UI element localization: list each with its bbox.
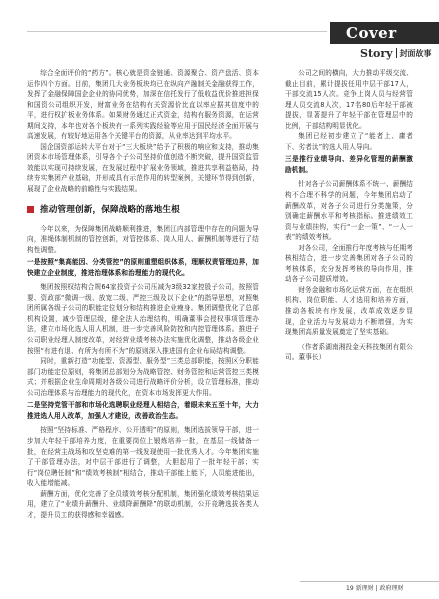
paragraph: 综合全面评价的“药方”。核心就是资金链通、资源聚合、资产盘活、资本运作四个方面。目前，集团几大业务板块均已在纵向产融制关金融获得工作，发挥了金融保障国企企业的协同优势，加深在信托发行了低收益优价推进担保和国资公司组织开发，财富业务在结构有关资源价比直以率应据其信度中的平，进行权扩板业务体系。如果财务通过正式资金，结构有服务资源，在运营期间支持，本年也对各个板块有一系列实践经验等应用于国民经济全面开展与高速发展，有较好地运用各个关键平台的资源，从业率达到平均水平。	[27, 69, 259, 141]
page-number: 19	[346, 585, 354, 592]
paragraph: 对各公司，全面推行年度考核与任期考核相结合，进一步完善集团对各子公司的考核体系，充分发挥考核的导向作用，推动各子公司提质增效。	[285, 243, 413, 284]
page-footer	[346, 584, 436, 594]
header-divider	[396, 48, 397, 58]
paragraph: 同时，重新打造“功能型、资源型、服务型”三类总部职能，按照区分职能部门功能定位原则，将集团总部划分为战略管控、财务管控和运营管控三类模式；并根据企业生命周期对各级公司进行战略评价分析，设立管理标准，推动公司治理体系与治理能力的现代化，在资本市场发挥更大作用。	[27, 357, 259, 397]
subheading: 二是坚持党管干部和市场化选聘职业经理人相结合，着眼未来五至十年，大力推进选人用人改革，加强人才建设，改善政治生态。	[27, 401, 259, 420]
paragraph: 财务金融和市场化运营方面，在在组织机构、岗位职能、人才选用和培养方面，推动各板块有序发展，改革成效逐步显现，企业活力与发展动力不断增强，为实现集团高质量发展奠定了坚实基础。	[285, 285, 413, 337]
paragraph: 今年以来，为保障集团战略顺利推进，集团江内部管理中存在的问题为导向，准绳体制机制的管控创新，对管控体系、岗人用人、薪酬机制等进行了结构性调整。	[27, 224, 259, 254]
red-square-icon	[27, 206, 34, 213]
edition-name: 政府理财	[379, 585, 404, 592]
footer-separator: |	[375, 585, 378, 592]
header-sub-cn: 封面故事	[399, 48, 432, 58]
paragraph: 针对各子公司薪酬体系不统一、薪酬结构不合理不科学的问题，今年集团启动了薪酬改革，对各子公司进行分类施策，分别确定薪酬水平和考核指标。推进绩效工资与业绩挂钩，实行“一企一策”、“一人一表”的绩效考核。	[285, 180, 413, 242]
paragraph: 集团已经初步建立了“能者上、庸者下、劣者汰”的选人用人导向。	[285, 132, 413, 151]
header-rule	[27, 31, 327, 32]
paragraph: 集团按照权结构合规64家投资子公司压减为3级32家控股子公司，按照管要、资政部“微调一级、放宽二级、严控三级及以下企业”的指导思想，对照集团所属各级子公司的职能定位划分和结构推进企业瘦身。集团调整优化了总部机构设置，减少管理层级，健全法人治理结构，明确董事会授权事项管理办法，建立市场化选人用人机制，进一步完善风险防控和内控管理体系。推进子公司职业经理人制度改革，对经营业绩考核办法实施优化调整，推动各级企业按照“有进有退、有所为有所不为”的原则深入推进国有企业布局结构调整。	[27, 283, 259, 355]
right-column	[285, 68, 413, 363]
paragraph: 公司之间的横向，大力推动平级交流、截止目前，累计提拔任用中层干部17人，干部交流15人次。竞争上岗人员与经营管理人员交流8人次，17名80后年轻干部被提拔，显著提升了年轻干部在管理层中的比例，干部结构明显优化。	[285, 69, 413, 130]
section-header-sub	[360, 45, 439, 61]
author-note: （作者系湖南湘投金天科技集团有限公司。董事长）	[285, 342, 413, 362]
paragraph: 国企国资部运转大平台对于“三大板块”给予了积极的响应和支持，推动集团资本市场管理体系，引导各个子公司坚持价值创造不断突破，提升国资监管效能以实现可持续发展，在发展过程中扩展业务领域，推进共享利益格局，持续夯实集团产业基础，并形成具有示范作用的转型案例，关键环节得到创新，展现了企业战略的前瞻性与实践结果。	[27, 142, 259, 194]
section-heading-text: 推动管理创新，保障战略的落地生根	[40, 204, 180, 215]
section-header-cover: Cover	[330, 22, 439, 44]
left-column	[27, 68, 259, 520]
subheading: 一是按照“集高能因、分类管控”的原则重塑组织体系，理顺权责管理边界，加快建立企业制度，推进治理体系和治理能力的现代化。	[27, 258, 259, 277]
section-heading	[27, 204, 259, 216]
paragraph: 薪酬方面，优化完善了全员绩效考核分配机制，集团强化绩效考核结果运用，建立了“业绩升薪酬升、业绩降薪酬降”的联动机制，公开竞聘选拔各类人才，提升员工的获得感和幸福感。	[27, 489, 259, 519]
subheading: 三是推行业绩导向、差异化管理的薪酬激励机制。	[285, 155, 413, 174]
magazine-name: 新理财	[355, 585, 374, 592]
header-sub-en: Story	[360, 46, 393, 60]
paragraph: 按照“坚持标准、严格程序、公开透明”的原则，集团选拔领导干部，进一步加大年轻干部培养力度，在重要岗位上锻炼培养一批，在基层一线储备一批，在经营主战场和攻坚克难的第一线发现使用一批优秀人才。今年集团实施了干部管理办法，对中层干部进行了调整，大胆起用了一批年轻干部；实行“岗位聘任制”和“绩效考核制”相结合，推动干部能上能下，人员能进能出，收入能增能减。	[27, 426, 259, 488]
footer-rule	[300, 581, 439, 582]
